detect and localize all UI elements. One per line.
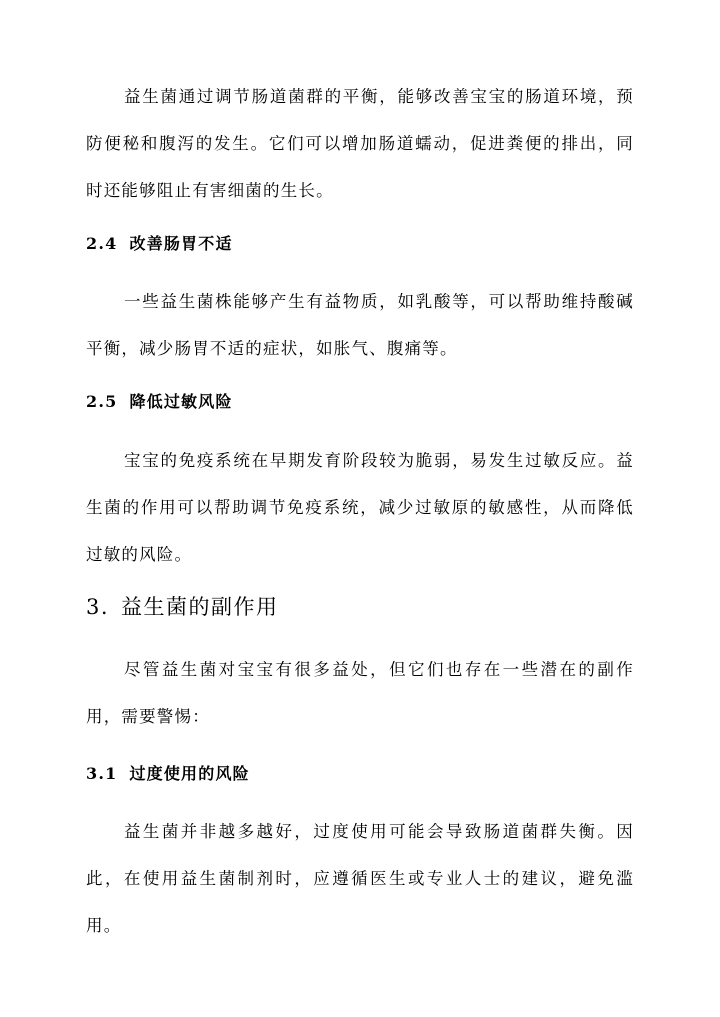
paragraph-intestinal-balance: 益生菌通过调节肠道菌群的平衡，能够改善宝宝的肠道环境，预防便秘和腹泻的发生。它们可以增加肠道蠕动，促进粪便的排出，同时还能够阻止有害细菌的生长。 [86,87,634,200]
paragraph-overuse-risk: 益生菌并非越多越好，过度使用可能会导致肠道菌群失衡。因此，在使用益生菌制剂时，应遵循医生或专业人士的建议，避免滥用。 [86,822,634,935]
heading-number: 2.4 [86,234,118,253]
heading-3 [86,592,279,622]
paragraph-allergy-risk: 宝宝的免疫系统在早期发育阶段较为脆弱，易发生过敏反应。益生菌的作用可以帮助调节免疫系统，减少过敏原的敏感性，从而降低过敏的风险。 [86,451,634,564]
heading-number: 3. [86,595,110,619]
heading-number: 2.5 [86,392,118,411]
heading-title: 改善肠胃不适 [129,234,233,253]
heading-2-4 [86,232,233,256]
heading-title: 益生菌的副作用 [121,595,279,619]
paragraph-stomach-discomfort: 一些益生菌株能够产生有益物质，如乳酸等，可以帮助维持酸碱平衡，减少肠胃不适的症状，如胀气、腹痛等。 [86,292,634,358]
heading-3-1 [86,762,250,786]
heading-number: 3.1 [86,764,118,783]
heading-title: 过度使用的风险 [129,764,250,783]
paragraph-side-effects-intro: 尽管益生菌对宝宝有很多益处，但它们也存在一些潜在的副作用，需要警惕： [86,660,634,726]
heading-title: 降低过敏风险 [129,392,233,411]
heading-2-5 [86,390,233,414]
